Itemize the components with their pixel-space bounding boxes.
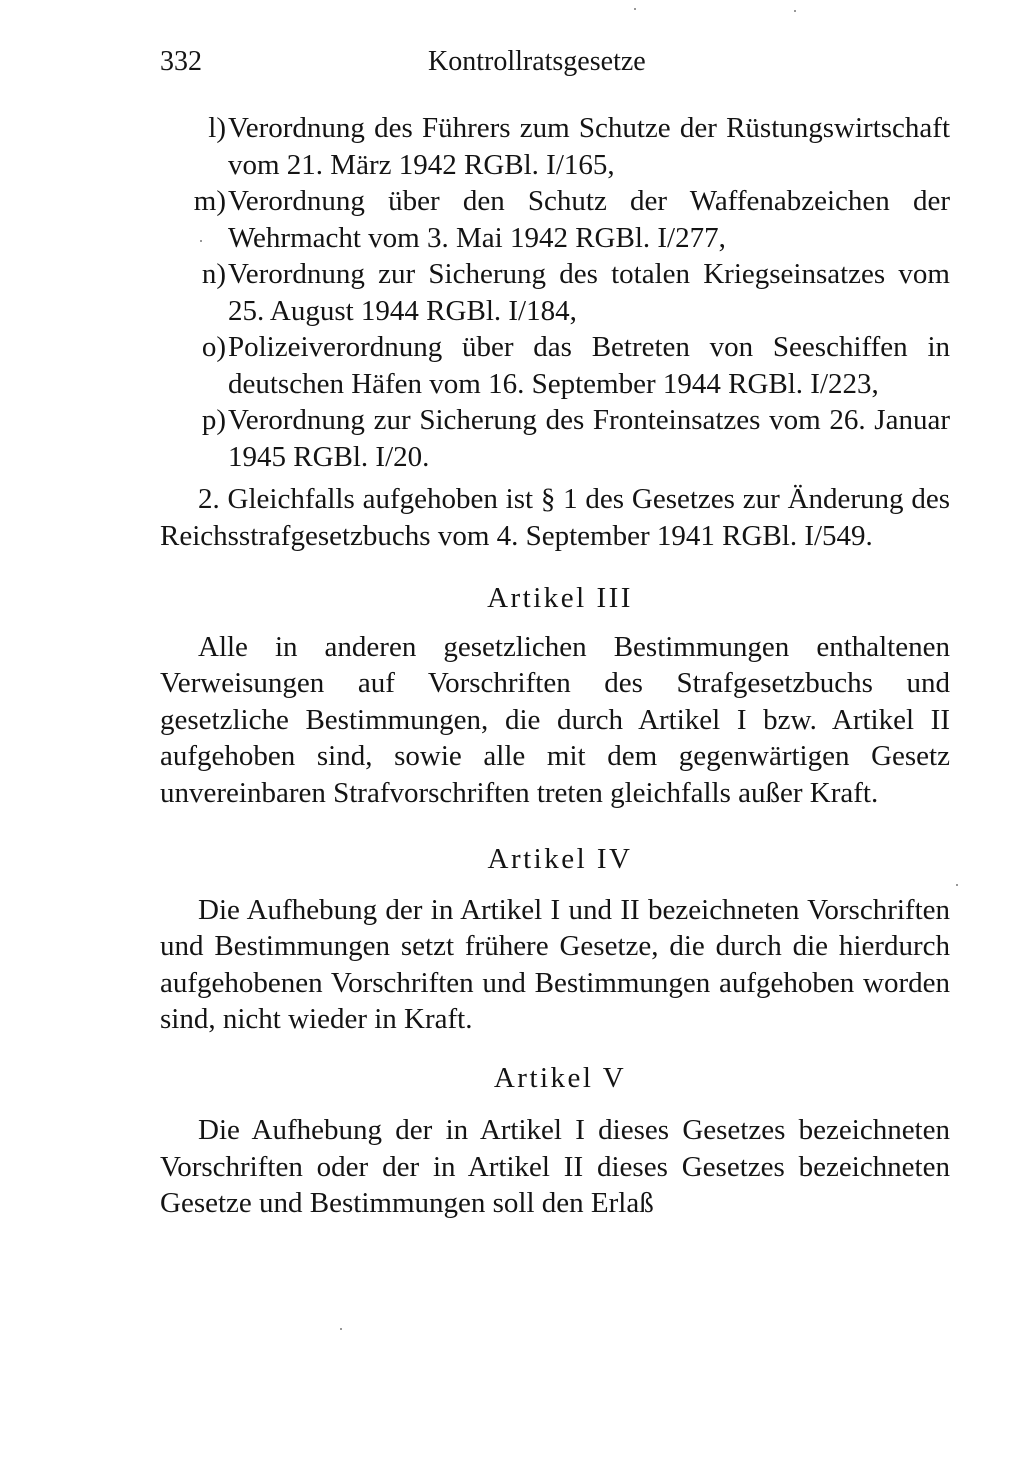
list-item-label: n) [201,258,226,290]
page-number: 332 [160,46,202,77]
list-item-l [160,110,950,183]
scan-speck [340,1328,342,1330]
list-item-text: Verordnung des Führers zum Schutze der Rüstungswirtschaft vom 21. März 1942 RGBl. I/165, [228,112,950,181]
list-item-label: p) [201,404,226,436]
list-item-label: l) [208,112,226,144]
running-head [160,46,950,86]
list-item-text: Verordnung zur Sicherung des Fronteinsatzes vom 26. Januar 1945 RGBl. I/20. [228,404,950,473]
list-item-text: Verordnung zur Sicherung des totalen Kriegseinsatzes vom 25. August 1944 RGBl. I/184, [228,258,950,327]
scan-speck [956,884,958,886]
list-item-m [160,183,950,256]
article-heading-v: Artikel V [493,1061,627,1094]
list-item-text: Polizeiverordnung über das Betreten von Seeschiffen in deutschen Häfen vom 16. September 1944 RGBl. I/223, [228,331,950,400]
article-heading-iii: Artikel III [487,582,633,614]
list-item-label: o) [201,331,226,363]
list-item-label: m) [193,185,226,217]
scan-speck [200,240,202,242]
paragraph-2: 2. Gleichfalls aufgehoben ist § 1 des Gesetzes zur Änderung des Reichsstrafgesetzbuchs vom 4. September 1941 RGBl. I/549. [160,483,950,552]
list-item-text: Verordnung über den Schutz der Waffenabzeichen der Wehrmacht vom 3. Mai 1942 RGBl. I/277, [228,185,950,254]
running-title: Kontrollratsgesetze [428,46,646,77]
article-text-iv: Die Aufhebung der in Artikel I und II bezeichneten Vorschriften und Bestimmungen setzt frühere Gesetze, die durch die hierdurch aufgehobenen Vorschriften und Bestimmungen aufgehoben worden sind, nicht wieder in Kraft. [160,893,950,1035]
list-item-o [160,329,950,402]
scan-speck [634,8,636,10]
repealed-ordinances-list [160,110,950,475]
article-heading-iv: Artikel IV [487,843,633,875]
list-item-n [160,256,950,329]
scan-speck [794,10,796,12]
article-text-iii: Alle in anderen gesetzlichen Bestimmungen enthaltenen Verweisungen auf Vorschriften des Strafgesetzbuchs und gesetzliche Bestimmungen, die durch Artikel I bzw. Artikel II aufgehoben sind, sowie alle mit dem gegenwärtigen Gesetz unvereinbaren Strafvorschriften treten gleichfalls außer Kraft. [160,630,950,809]
page-body [160,110,950,1222]
list-item-p [160,402,950,475]
article-text-v: Die Aufhebung der in Artikel I dieses Gesetzes bezeichneten Vorschriften oder der in Artikel II dieses Gesetzes bezeichneten Gesetze und Bestimmungen soll den Erlaß [160,1114,950,1219]
